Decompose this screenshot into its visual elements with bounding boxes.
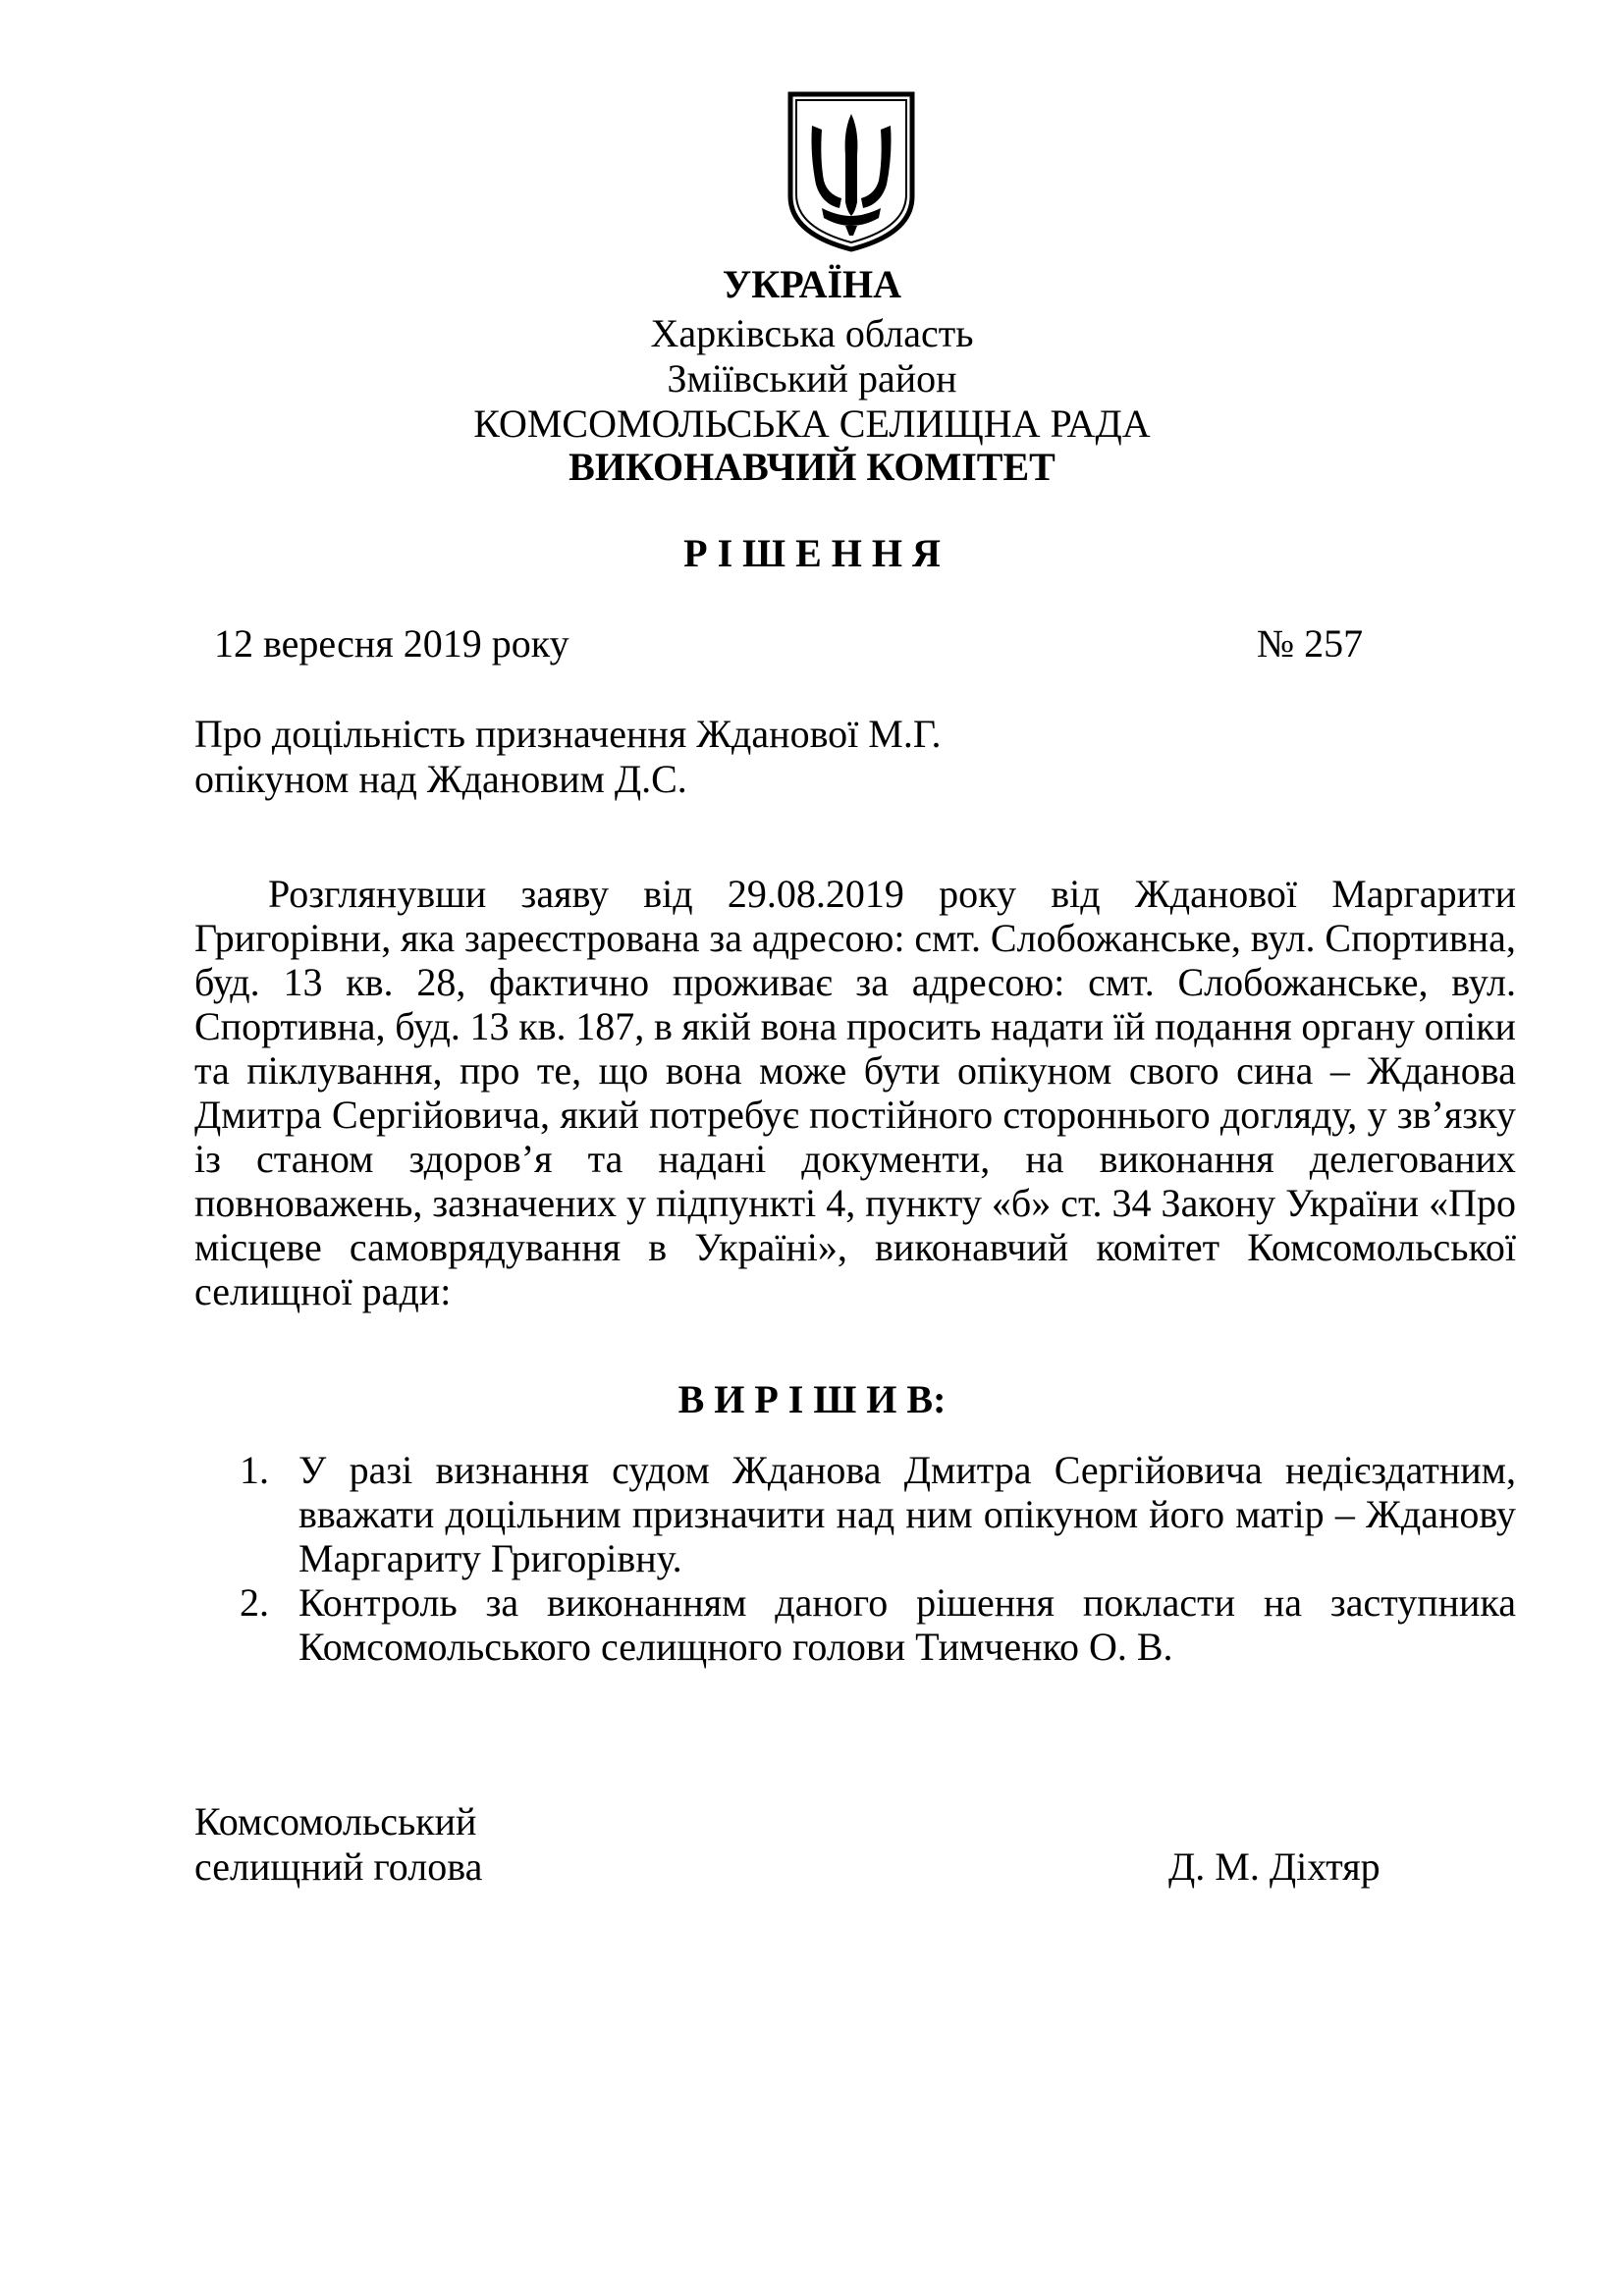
text-word: опіки [1424, 1004, 1516, 1048]
text-word: фактично [489, 960, 650, 1004]
text-word: опікуном [957, 1048, 1112, 1093]
text-word: проживає [672, 960, 833, 1004]
text-word: Україні», [694, 1225, 847, 1269]
resolution-item-line [298, 1492, 1516, 1536]
text-word: Дмитра [194, 1093, 322, 1137]
text-word: ним [905, 1492, 973, 1536]
text-word: У [298, 1448, 327, 1492]
resolution-list [240, 1448, 1516, 1669]
text-word: 34 [1111, 1181, 1152, 1225]
text-word: вул. [1250, 916, 1316, 960]
text-word: підпункті [655, 1181, 817, 1225]
text-word: самоврядування [349, 1225, 622, 1269]
text-word: станом [255, 1137, 374, 1181]
text-word: може [759, 1048, 847, 1093]
text-word: Закону [1161, 1181, 1276, 1225]
text-word: Розглянувши [268, 872, 487, 916]
text-word: смт. [1088, 960, 1155, 1004]
text-word: та [194, 1048, 230, 1093]
text-word: 187, [575, 1004, 645, 1048]
text-word: Маргарити [1331, 872, 1516, 916]
text-word: Слобожанське, [990, 916, 1241, 960]
text-word: від [643, 872, 693, 916]
preamble-line [194, 960, 1516, 1004]
text-word: над [836, 1492, 895, 1536]
text-word: визнання [435, 1448, 589, 1492]
text-word: постійного [809, 1093, 994, 1137]
text-word: Жданова [1367, 1048, 1516, 1093]
text-word: буд. [194, 960, 260, 1004]
resolution-item-line [298, 1625, 1516, 1669]
text-word: зареєстрована [464, 916, 700, 960]
text-word: Контроль [298, 1580, 458, 1625]
text-word: року [939, 872, 1017, 916]
text-word: смт. [914, 916, 981, 960]
text-word: кв. [346, 960, 394, 1004]
text-word: на [1263, 1580, 1303, 1625]
text-word: про [459, 1048, 520, 1093]
text-word: кв. [518, 1004, 567, 1048]
text-word: свого [1128, 1048, 1219, 1093]
text-word: адресою: [911, 960, 1065, 1004]
text-word: що [598, 1048, 649, 1093]
text-word: зазначених [432, 1181, 617, 1225]
text-word: на [1025, 1137, 1064, 1181]
text-word: вул. [1451, 960, 1516, 1004]
header-country: УКРАЇНА [722, 262, 902, 306]
text-word: місцеве [194, 1225, 322, 1269]
text-word: опікуном [983, 1492, 1139, 1536]
text-word: виконання [1099, 1137, 1274, 1181]
text-word: селищної ради: [194, 1269, 452, 1313]
text-word: із [194, 1137, 221, 1181]
text-word: надані [658, 1137, 767, 1181]
resolution-item-number: 2. [240, 1580, 269, 1625]
decision-number: № 257 [1257, 621, 1364, 666]
text-word: даного [775, 1580, 889, 1625]
text-word: органу [1301, 1004, 1415, 1048]
text-word: заяву [520, 872, 610, 916]
signature-title-line-2: селищний голова [194, 1844, 483, 1889]
text-word: доцільним [445, 1492, 622, 1536]
preamble-line [194, 872, 1516, 916]
preamble-line [194, 1137, 1516, 1181]
text-word: «б» [991, 1181, 1052, 1225]
text-word: вона [760, 1004, 838, 1048]
header-council: КОМСОМОЛЬСЬКА СЕЛИЩНА РАДА [473, 401, 1151, 446]
header-committee: ВИКОНАВЧИЙ КОМІТЕТ [568, 445, 1056, 489]
preamble-line [194, 1181, 1516, 1225]
text-word: яка [401, 916, 456, 960]
subject-line-2: опікуном над Ждановим Д.С. [194, 757, 687, 801]
text-word: в [653, 1004, 673, 1048]
preamble-paragraph [194, 872, 1516, 1313]
text-word: Дмитра [903, 1448, 1032, 1492]
resolution-heading: В И Р І Ш И В: [677, 1377, 947, 1421]
subject-line-1: Про доцільність призначення Жданової М.Г. [194, 712, 942, 756]
text-word: те, [536, 1048, 582, 1093]
text-word: якій [681, 1004, 751, 1048]
text-word: комітет [1096, 1225, 1220, 1269]
preamble-line [194, 1004, 1516, 1048]
text-word: України [1285, 1181, 1420, 1225]
signature-title-line-1: Комсомольський [194, 1799, 477, 1843]
text-word: який [560, 1093, 639, 1137]
text-word: заступника [1329, 1580, 1516, 1625]
text-word: 28, [416, 960, 466, 1004]
resolution-item-line [298, 1580, 1516, 1625]
text-word: від [1051, 872, 1101, 916]
preamble-line [194, 1225, 1516, 1269]
text-word: його [1149, 1492, 1225, 1536]
text-word: надати [991, 1004, 1105, 1048]
text-word: подання [1155, 1004, 1292, 1048]
text-word: матір [1235, 1492, 1325, 1536]
text-word: сина [1236, 1048, 1314, 1093]
text-word: Комсомольської [1247, 1225, 1516, 1269]
text-word: буд. [395, 1004, 460, 1048]
text-word: потребує [649, 1093, 799, 1137]
text-word: адресою: [751, 916, 905, 960]
text-word: за [485, 1580, 519, 1625]
text-word: 13 [283, 960, 323, 1004]
text-word: Жданова [732, 1448, 882, 1492]
text-word: рішення [916, 1580, 1055, 1625]
resolution-item-line [298, 1448, 1516, 1492]
text-word: Жданову [1366, 1492, 1516, 1536]
text-word: за [709, 916, 742, 960]
text-word: виконавчий [875, 1225, 1069, 1269]
text-word: зв’язку [1396, 1093, 1516, 1137]
text-word: Маргариту Григорівну. [298, 1536, 682, 1580]
text-word: вона [665, 1048, 742, 1093]
document-type-heading: Р І Ш Е Н Н Я [683, 531, 941, 575]
text-word: призначити [631, 1492, 826, 1536]
resolution-item-line [298, 1536, 1516, 1580]
decision-date: 12 вересня 2019 року [214, 621, 569, 666]
text-word: стороннього [1002, 1093, 1211, 1137]
text-word: Спортивна, [1325, 916, 1516, 960]
signature-name: Д. М. Діхтяр [1168, 1844, 1380, 1889]
text-word: 4, [826, 1181, 856, 1225]
text-word: 29.08.2019 [727, 872, 904, 916]
text-word: та [587, 1137, 623, 1181]
text-word: покласти [1082, 1580, 1236, 1625]
coat-of-arms-trident-icon [783, 86, 920, 253]
text-word: повноважень, [194, 1181, 423, 1225]
text-word: разі [349, 1448, 413, 1492]
text-word: Сергійовича, [332, 1093, 551, 1137]
preamble-line [194, 1093, 1516, 1137]
header-region: Харківська область [650, 311, 974, 355]
text-word: у [625, 1181, 646, 1225]
text-word: в [648, 1225, 668, 1269]
text-word: догляду, [1219, 1093, 1358, 1137]
resolution-item [240, 1580, 1516, 1669]
text-word: недієздатним, [1284, 1448, 1516, 1492]
text-word: – [1329, 1048, 1350, 1093]
text-word: Григорівни, [194, 916, 392, 960]
text-word: Слобожанське, [1177, 960, 1429, 1004]
text-word: Комсомольського селищного голови Тимченко О. В. [298, 1625, 1173, 1669]
resolution-item-text [298, 1580, 1516, 1669]
text-word: їй [1112, 1004, 1146, 1048]
resolution-item-number: 1. [240, 1448, 269, 1492]
header-district: Зміївський район [667, 356, 957, 400]
text-word: документи, [801, 1137, 991, 1181]
preamble-line [194, 1269, 1516, 1313]
resolution-item-text [298, 1448, 1516, 1580]
text-word: ст. [1060, 1181, 1103, 1225]
text-word: за [855, 960, 889, 1004]
text-word: судом [612, 1448, 710, 1492]
text-word: здоров’я [408, 1137, 553, 1181]
text-word: пункту [865, 1181, 982, 1225]
text-word: просить [846, 1004, 982, 1048]
text-word: делегованих [1309, 1137, 1516, 1181]
text-word: Сергійовича [1054, 1448, 1263, 1492]
text-word: – [1334, 1492, 1355, 1536]
text-word: вважати [298, 1492, 435, 1536]
resolution-item [240, 1448, 1516, 1580]
text-word: піклування, [246, 1048, 443, 1093]
text-word: 13 [469, 1004, 510, 1048]
text-word: бути [863, 1048, 941, 1093]
preamble-line [194, 916, 1516, 960]
text-word: «Про [1429, 1181, 1516, 1225]
text-word: виконанням [547, 1580, 747, 1625]
preamble-line [194, 1048, 1516, 1093]
text-word: у [1367, 1093, 1387, 1137]
text-word: Спортивна, [194, 1004, 386, 1048]
text-word: Жданової [1134, 872, 1297, 916]
